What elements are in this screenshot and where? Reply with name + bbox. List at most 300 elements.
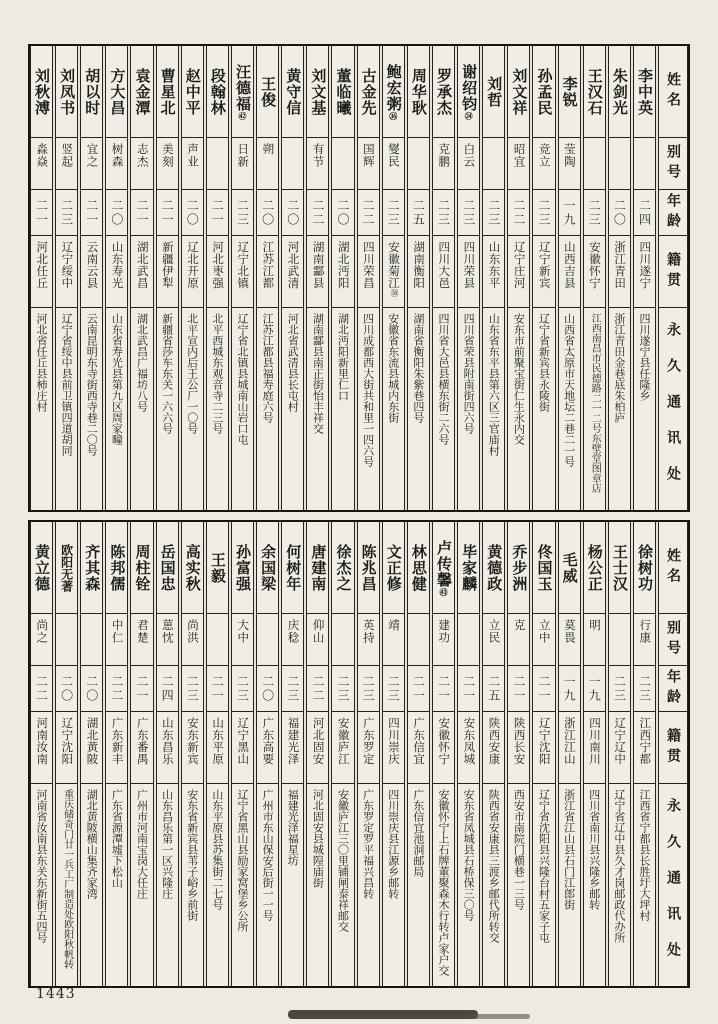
person-address: 北平西城东观音寺二三号 xyxy=(210,313,224,434)
person-column xyxy=(206,46,229,510)
age-cell xyxy=(383,666,404,712)
header-alias-label: 别号 xyxy=(665,619,681,660)
person-column xyxy=(256,46,279,510)
person-column xyxy=(281,46,304,510)
address-cell xyxy=(282,308,303,510)
header-name-label: 姓名 xyxy=(665,71,681,112)
name-cell xyxy=(282,46,303,138)
person-age: 二〇 xyxy=(612,198,627,227)
person-name: 李中英 xyxy=(635,67,654,116)
person-origin: 安徽怀宁 xyxy=(587,241,602,289)
person-column xyxy=(231,46,254,510)
person-alias: 庆稔 xyxy=(286,619,301,644)
person-name: 袁金潭 xyxy=(133,67,152,116)
person-column xyxy=(558,46,581,510)
person-name: 林思健 xyxy=(409,543,428,592)
person-age: 二〇 xyxy=(335,198,350,227)
person-age: 二一 xyxy=(511,674,526,703)
origin-cell xyxy=(408,712,429,784)
person-origin: 辽宁庄河 xyxy=(512,241,527,289)
age-cell xyxy=(458,666,479,712)
address-cell xyxy=(207,784,228,986)
person-alias: 莹陶 xyxy=(562,143,577,168)
person-origin: 辽宁绥中 xyxy=(60,241,75,289)
person-column xyxy=(130,522,153,986)
name-cell xyxy=(458,522,479,614)
person-address: 云南昆明东寺街西寺巷二〇号 xyxy=(85,313,99,456)
person-name: 古金先 xyxy=(359,67,378,116)
person-name: 段翰林 xyxy=(208,67,227,116)
name-cell xyxy=(131,522,152,614)
alias-cell xyxy=(332,614,353,666)
person-alias: 大中 xyxy=(236,619,251,644)
person-name: 毕家麟 xyxy=(460,543,479,592)
address-cell xyxy=(483,308,504,510)
name-cell xyxy=(157,46,178,138)
person-address: 四川成都西大街共和里一四六号 xyxy=(361,313,375,467)
address-cell xyxy=(584,784,605,986)
person-origin: 河北枣强 xyxy=(211,241,226,289)
address-cell xyxy=(31,308,52,510)
person-column xyxy=(507,522,530,986)
person-address: 山东平原县苏集街二七号 xyxy=(210,789,224,910)
origin-cell xyxy=(307,712,328,784)
origin-cell xyxy=(131,236,152,308)
age-cell xyxy=(31,666,52,712)
age-cell xyxy=(559,190,580,236)
person-column xyxy=(583,46,606,510)
person-address: 福建光泽福星坊 xyxy=(286,789,300,866)
age-cell xyxy=(56,190,77,236)
person-column xyxy=(457,522,480,986)
person-name: 卢传馨㊸ xyxy=(434,539,453,596)
age-cell xyxy=(307,666,328,712)
person-age: 二五 xyxy=(486,674,501,703)
person-address: 江苏江都县福寿庭六号 xyxy=(261,313,275,423)
person-origin: 辽宁沈阳 xyxy=(60,717,75,765)
person-origin: 广东罗定 xyxy=(361,717,376,765)
person-column xyxy=(156,522,179,986)
alias-cell xyxy=(358,138,379,190)
person-name: 何树年 xyxy=(284,543,303,592)
person-age: 二二 xyxy=(310,198,325,227)
person-column xyxy=(432,46,455,510)
address-cell xyxy=(257,308,278,510)
person-column xyxy=(306,46,329,510)
person-age: 一九 xyxy=(562,674,577,703)
name-cell xyxy=(584,46,605,138)
person-origin: 新疆伊犁 xyxy=(160,241,175,289)
person-column xyxy=(256,522,279,986)
person-column xyxy=(482,46,505,510)
alias-cell xyxy=(458,138,479,190)
person-age: 二三 xyxy=(587,198,602,227)
alias-cell xyxy=(533,614,554,666)
person-address: 四川崇庆县江源乡邮转 xyxy=(386,789,400,899)
age-cell xyxy=(332,666,353,712)
person-column xyxy=(407,522,430,986)
person-address: 广东信宜池洞邮局 xyxy=(411,789,425,877)
address-cell xyxy=(157,308,178,510)
person-address: 湖南省衡阳朱紫巷四号 xyxy=(411,313,425,423)
age-cell xyxy=(508,190,529,236)
origin-cell xyxy=(332,236,353,308)
origin-cell xyxy=(559,236,580,308)
alias-cell xyxy=(483,138,504,190)
alias-cell xyxy=(207,138,228,190)
alias-cell xyxy=(207,614,228,666)
person-alias: 白云 xyxy=(462,143,477,168)
address-cell xyxy=(307,784,328,986)
age-cell xyxy=(358,190,379,236)
alias-cell xyxy=(307,138,328,190)
address-cell xyxy=(358,308,379,510)
age-cell xyxy=(282,190,303,236)
alias-cell xyxy=(282,614,303,666)
person-column xyxy=(281,522,304,986)
origin-cell xyxy=(634,236,655,308)
person-age: 二三 xyxy=(486,198,501,227)
person-origin: 山东平原 xyxy=(211,717,226,765)
alias-cell xyxy=(634,614,655,666)
person-alias: 克 xyxy=(512,619,527,632)
alias-cell xyxy=(31,138,52,190)
person-age: 二三 xyxy=(59,198,74,227)
person-origin: 安徽庐江 xyxy=(336,717,351,765)
person-age: 二一 xyxy=(411,674,426,703)
person-alias: 英持 xyxy=(361,619,376,644)
person-address: 浙江青田金巷底朱柏庐 xyxy=(612,313,626,423)
origin-cell xyxy=(257,712,278,784)
person-age: 二二 xyxy=(361,198,376,227)
person-address: 四川省荣县附南街四六号 xyxy=(462,313,476,434)
person-name: 谢绍钧㉔ xyxy=(460,63,479,120)
person-name: 文正修 xyxy=(384,543,403,592)
name-cell xyxy=(157,522,178,614)
person-age: 二三 xyxy=(235,674,250,703)
person-name: 鲍宏粥㊱ xyxy=(384,63,403,120)
person-age: 二四 xyxy=(637,198,652,227)
origin-cell xyxy=(56,712,77,784)
person-alias: 克鹏 xyxy=(437,143,452,168)
origin-cell xyxy=(157,236,178,308)
person-origin: 河南汝南 xyxy=(35,717,50,765)
name-cell xyxy=(56,46,77,138)
person-address: 重庆储奇门廿一兵工厂制造处欧阳秋帆转 xyxy=(61,789,73,969)
age-cell xyxy=(408,666,429,712)
alias-cell xyxy=(131,138,152,190)
person-column xyxy=(633,46,656,510)
origin-cell xyxy=(508,236,529,308)
address-cell xyxy=(634,784,655,986)
address-cell xyxy=(358,784,379,986)
person-name: 王毅 xyxy=(208,551,227,584)
person-address: 湖北武昌广福坊八号 xyxy=(135,313,149,412)
name-cell xyxy=(307,46,328,138)
origin-cell xyxy=(483,236,504,308)
age-cell xyxy=(433,190,454,236)
alias-cell xyxy=(533,138,554,190)
person-alias: 竖起 xyxy=(60,143,75,168)
directory-table-top xyxy=(28,44,690,512)
age-cell xyxy=(634,190,655,236)
person-origin: 安东新宾 xyxy=(185,717,200,765)
person-name: 刘文祥 xyxy=(510,67,529,116)
person-address: 山东省寿光县第九区周家疃 xyxy=(110,313,124,445)
person-age: 二三 xyxy=(637,674,652,703)
header-alias-cell xyxy=(659,614,687,666)
footnote-mark: ㊱ xyxy=(388,111,399,120)
person-address: 辽宁省辽中县久才岗邮政代办所 xyxy=(612,789,626,943)
alias-cell xyxy=(131,614,152,666)
name-cell xyxy=(408,522,429,614)
address-cell xyxy=(307,308,328,510)
person-alias: 朔 xyxy=(261,143,276,156)
person-origin: 湖北沔阳 xyxy=(336,241,351,289)
alias-cell xyxy=(609,614,630,666)
footnote-mark: ㊷ xyxy=(237,111,248,120)
person-address: 四川省南川县兴隆乡邮转 xyxy=(587,789,601,910)
origin-cell xyxy=(584,712,605,784)
person-origin: 山东寿光 xyxy=(110,241,125,289)
address-cell xyxy=(332,784,353,986)
alias-cell xyxy=(358,614,379,666)
person-name: 胡以时 xyxy=(83,67,102,116)
origin-cell xyxy=(31,236,52,308)
age-cell xyxy=(307,190,328,236)
person-address: 安徽省东流县城内东街 xyxy=(386,313,400,423)
origin-cell xyxy=(307,236,328,308)
age-cell xyxy=(584,190,605,236)
name-cell xyxy=(433,46,454,138)
address-cell xyxy=(131,308,152,510)
header-column xyxy=(658,522,688,986)
address-cell xyxy=(182,308,203,510)
person-origin: 福建光泽 xyxy=(286,717,301,765)
age-cell xyxy=(31,190,52,236)
age-cell xyxy=(508,666,529,712)
person-age: 二一 xyxy=(536,674,551,703)
person-address: 江西省宁都县长胜圩大坪村 xyxy=(637,789,651,921)
age-cell xyxy=(257,190,278,236)
name-cell xyxy=(232,522,253,614)
person-origin: 广东信宜 xyxy=(412,717,427,765)
header-address-label: 永久通讯处 xyxy=(665,322,681,502)
person-name: 孙孟民 xyxy=(535,67,554,116)
header-name-label: 姓名 xyxy=(665,547,681,588)
person-address: 河北省武清县长屯村 xyxy=(286,313,300,412)
person-alias: 声业 xyxy=(185,143,200,168)
age-cell xyxy=(81,666,102,712)
alias-cell xyxy=(232,614,253,666)
origin-cell xyxy=(533,236,554,308)
person-alias: 中仁 xyxy=(110,619,125,644)
alias-cell xyxy=(483,614,504,666)
address-cell xyxy=(383,784,404,986)
person-address: 浙江省江山县石门江郎街 xyxy=(562,789,576,910)
alias-cell xyxy=(408,614,429,666)
person-address: 河北固安县城隍庙街 xyxy=(311,789,325,888)
origin-cell xyxy=(508,712,529,784)
address-cell xyxy=(332,308,353,510)
person-address: 辽宁省黑山县励家窝堡乡公所 xyxy=(235,789,249,932)
name-cell xyxy=(31,522,52,614)
person-name: 徐树功 xyxy=(635,543,654,592)
origin-cell xyxy=(31,712,52,784)
origin-cell xyxy=(433,236,454,308)
address-cell xyxy=(81,308,102,510)
age-cell xyxy=(56,666,77,712)
address-cell xyxy=(232,784,253,986)
name-cell xyxy=(483,522,504,614)
person-column xyxy=(482,522,505,986)
alias-cell xyxy=(232,138,253,190)
person-age: 二二 xyxy=(109,674,124,703)
header-name-cell xyxy=(659,46,687,138)
person-origin: 河北固安 xyxy=(311,717,326,765)
age-cell xyxy=(433,666,454,712)
person-address: 陕西省安康县三渡乡邮代所转交 xyxy=(487,789,501,943)
name-cell xyxy=(358,522,379,614)
person-address: 西安市南院门横巷一三号 xyxy=(512,789,526,910)
alias-cell xyxy=(81,138,102,190)
name-cell xyxy=(257,46,278,138)
origin-cell xyxy=(257,236,278,308)
name-cell xyxy=(207,522,228,614)
name-cell xyxy=(609,46,630,138)
origin-cell xyxy=(182,236,203,308)
alias-cell xyxy=(182,138,203,190)
origin-cell xyxy=(81,712,102,784)
person-alias: 立中 xyxy=(537,619,552,644)
person-alias: 明 xyxy=(587,619,602,632)
person-alias: 有节 xyxy=(311,143,326,168)
address-cell xyxy=(483,784,504,986)
alias-cell xyxy=(157,138,178,190)
age-cell xyxy=(408,190,429,236)
address-cell xyxy=(282,784,303,986)
header-address-label: 永久通讯处 xyxy=(665,798,681,978)
person-column xyxy=(357,522,380,986)
person-origin: 山东东平 xyxy=(487,241,502,289)
name-cell xyxy=(609,522,630,614)
age-cell xyxy=(182,666,203,712)
name-cell xyxy=(106,522,127,614)
person-column xyxy=(331,522,354,986)
person-alias: 靖 xyxy=(386,619,401,632)
person-age: 二二 xyxy=(511,198,526,227)
person-age: 二一 xyxy=(84,198,99,227)
person-address: 广东罗定罗平福兴昌转 xyxy=(361,789,375,899)
person-address: 辽宁省沈阳县兴隆台村五家子屯 xyxy=(537,789,551,943)
person-origin: 湖南酃县 xyxy=(311,241,326,289)
name-cell xyxy=(533,46,554,138)
address-cell xyxy=(232,308,253,510)
person-column xyxy=(181,522,204,986)
address-cell xyxy=(207,308,228,510)
origin-cell xyxy=(358,236,379,308)
alias-cell xyxy=(383,614,404,666)
address-cell xyxy=(609,308,630,510)
person-alias: 志杰 xyxy=(135,143,150,168)
person-name: 周柱铨 xyxy=(133,543,152,592)
person-alias: 燮民 xyxy=(386,143,401,168)
address-cell xyxy=(559,308,580,510)
alias-cell xyxy=(282,138,303,190)
origin-cell xyxy=(609,236,630,308)
name-cell xyxy=(106,46,127,138)
person-age: 一九 xyxy=(562,198,577,227)
person-origin: 江苏江都 xyxy=(261,241,276,289)
age-cell xyxy=(609,666,630,712)
person-name: 陈兆昌 xyxy=(359,543,378,592)
person-column xyxy=(105,522,128,986)
person-age: 二〇 xyxy=(260,198,275,227)
name-cell xyxy=(56,522,77,614)
person-age: 二三 xyxy=(185,674,200,703)
person-column xyxy=(457,46,480,510)
person-column xyxy=(105,46,128,510)
person-name: 王汉石 xyxy=(585,67,604,116)
person-address: 安东省凤城县石桥保三〇号 xyxy=(462,789,476,921)
address-cell xyxy=(56,784,77,986)
person-address: 新疆省莎车东关一六六号 xyxy=(160,313,174,434)
person-origin: 广东高要 xyxy=(261,717,276,765)
person-origin: 辽宁辽中 xyxy=(613,717,628,765)
origin-cell xyxy=(232,712,253,784)
age-cell xyxy=(157,666,178,712)
person-name: 毛威 xyxy=(560,551,579,584)
directory-table-bottom xyxy=(28,520,690,988)
alias-cell xyxy=(56,614,77,666)
person-column xyxy=(30,522,53,986)
scan-artifact xyxy=(288,1010,478,1019)
person-alias: 树森 xyxy=(110,143,125,168)
person-column xyxy=(55,46,78,510)
age-cell xyxy=(383,190,404,236)
person-name: 岳国忠 xyxy=(158,543,177,592)
name-cell xyxy=(433,522,454,614)
person-alias: 昭宜 xyxy=(512,143,527,168)
address-cell xyxy=(56,308,77,510)
footnote-mark: ㊸ xyxy=(438,587,449,596)
header-age-cell xyxy=(659,190,687,236)
person-column xyxy=(382,522,405,986)
address-cell xyxy=(131,784,152,986)
person-age: 二三 xyxy=(386,674,401,703)
person-origin: 四川大邑 xyxy=(437,241,452,289)
person-name: 黄立德 xyxy=(32,543,51,592)
person-address: 四川省大邑县横东街二六号 xyxy=(436,313,450,445)
origin-cell xyxy=(433,712,454,784)
person-age: 二〇 xyxy=(84,674,99,703)
person-alias: 仰山 xyxy=(311,619,326,644)
alias-cell xyxy=(458,614,479,666)
alias-cell xyxy=(81,614,102,666)
person-age: 一九 xyxy=(587,674,602,703)
address-cell xyxy=(433,784,454,986)
person-name: 汪德福㊷ xyxy=(233,63,252,120)
person-column xyxy=(633,522,656,986)
person-alias: 宜之 xyxy=(85,143,100,168)
age-cell xyxy=(106,190,127,236)
header-name-cell xyxy=(659,522,687,614)
person-name: 欧阳无著 xyxy=(59,543,74,592)
address-cell xyxy=(408,308,429,510)
person-alias: 美刻 xyxy=(160,143,175,168)
person-origin: 四川崇庆 xyxy=(386,717,401,765)
name-cell xyxy=(508,522,529,614)
